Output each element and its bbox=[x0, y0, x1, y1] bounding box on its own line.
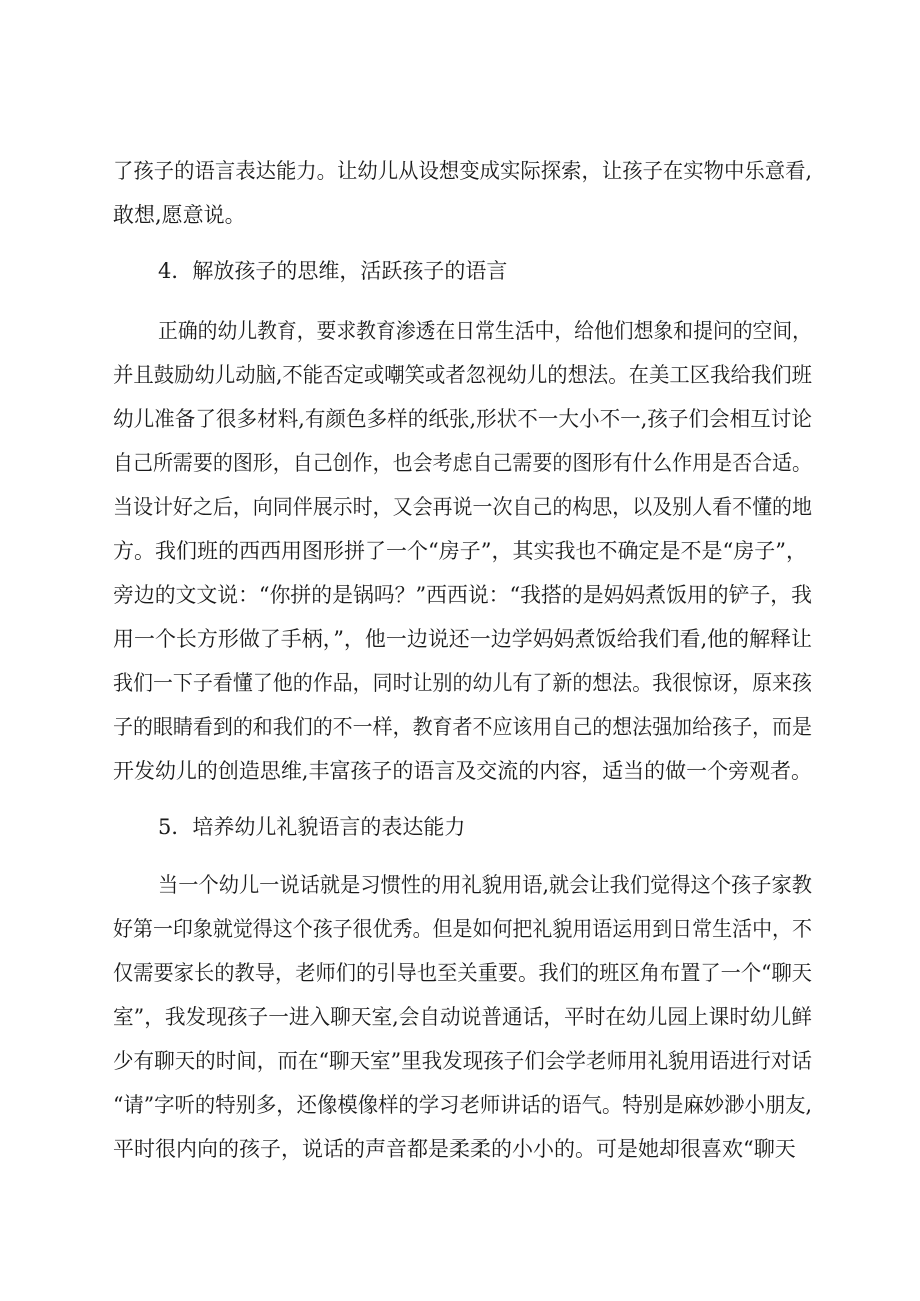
line-text: 方。我们班的西西用图形拼了一个“房子”，其实我也不确定是不是“房子”， bbox=[113, 539, 807, 563]
text-line-10 bbox=[0, 617, 920, 661]
text-line-4 bbox=[0, 353, 920, 397]
section-heading-5 bbox=[0, 805, 920, 849]
line-text: 敢想,愿意说。 bbox=[113, 203, 246, 227]
text-line-13 bbox=[0, 749, 920, 793]
text-line-14 bbox=[0, 863, 920, 907]
line-text: 少有聊天的时间，而在“聊天室”里我发现孩子们会学老师用礼貌用语进行对话 bbox=[113, 1049, 812, 1073]
line-text: 好第一印象就觉得这个孩子很优秀。但是如何把礼貌用语运用到日常生活中，不 bbox=[113, 917, 812, 941]
line-text: 旁边的文文说：“你拼的是锅吗？”西西说：“我搭的是妈妈煮饭用的铲子，我 bbox=[113, 583, 813, 607]
line-text: 我们一下子看懂了他的作品，同时让别的幼儿有了新的想法。我很惊讶，原来孩 bbox=[113, 671, 812, 695]
text-line-2 bbox=[0, 193, 920, 237]
heading-text: 4．解放孩子的思维，活跃孩子的语言 bbox=[158, 259, 508, 283]
text-line-15 bbox=[0, 907, 920, 951]
text-line-17 bbox=[0, 995, 920, 1039]
line-text: 平时很内向的孩子，说话的声音都是柔柔的小小的。可是她却很喜欢“聊天 bbox=[113, 1137, 796, 1161]
text-line-16 bbox=[0, 951, 920, 995]
line-text: 自己所需要的图形，自己创作，也会考虑自己需要的图形有什么作用是否合适。 bbox=[113, 451, 812, 475]
line-text: 室”，我发现孩子一进入聊天室,会自动说普通话，平时在幼儿园上课时幼儿鲜 bbox=[113, 1005, 812, 1029]
text-line-20 bbox=[0, 1127, 920, 1171]
line-text: 当设计好之后，向同伴展示时，又会再说一次自己的构思，以及别人看不懂的地 bbox=[113, 495, 812, 519]
line-text: 用一个长方形做了手柄，”，他一边说还一边学妈妈煮饭给我们看,他的解释让 bbox=[113, 627, 813, 651]
text-line-6 bbox=[0, 441, 920, 485]
text-line-1 bbox=[0, 149, 920, 193]
text-line-8 bbox=[0, 529, 920, 573]
line-text: 当一个幼儿一说话就是习惯性的用礼貌用语,就会让我们觉得这个孩子家教 bbox=[158, 873, 812, 897]
line-text: 了孩子的语言表达能力。让幼儿从设想变成实际探索，让孩子在实物中乐意看, bbox=[113, 159, 812, 183]
text-line-7 bbox=[0, 485, 920, 529]
text-line-18 bbox=[0, 1039, 920, 1083]
line-text: 正确的幼儿教育，要求教育渗透在日常生活中，给他们想象和提问的空间， bbox=[158, 319, 812, 343]
line-text: 幼儿准备了很多材料,有颜色多样的纸张,形状不一大小不一,孩子们会相互讨论 bbox=[113, 407, 812, 431]
section-heading-4 bbox=[0, 249, 920, 293]
text-line-11 bbox=[0, 661, 920, 705]
line-text: 开发幼儿的创造思维,丰富孩子的语言及交流的内容，适当的做一个旁观者。 bbox=[113, 759, 812, 783]
text-line-19 bbox=[0, 1083, 920, 1127]
text-line-3 bbox=[0, 309, 920, 353]
text-line-12 bbox=[0, 705, 920, 749]
line-text: 子的眼睛看到的和我们的不一样，教育者不应该用自己的想法强加给孩子，而是 bbox=[113, 715, 812, 739]
line-text: 仅需要家长的教导，老师们的引导也至关重要。我们的班区角布置了一个“聊天 bbox=[113, 961, 813, 985]
heading-text: 5．培养幼儿礼貌语言的表达能力 bbox=[158, 815, 466, 839]
text-line-9 bbox=[0, 573, 920, 617]
text-line-5 bbox=[0, 397, 920, 441]
line-text: 并且鼓励幼儿动脑,不能否定或嘲笑或者忽视幼儿的想法。在美工区我给我们班 bbox=[113, 363, 812, 387]
line-text: “请”字听的特别多，还像模像样的学习老师讲话的语气。特别是麻妙渺小朋友, bbox=[113, 1093, 813, 1117]
